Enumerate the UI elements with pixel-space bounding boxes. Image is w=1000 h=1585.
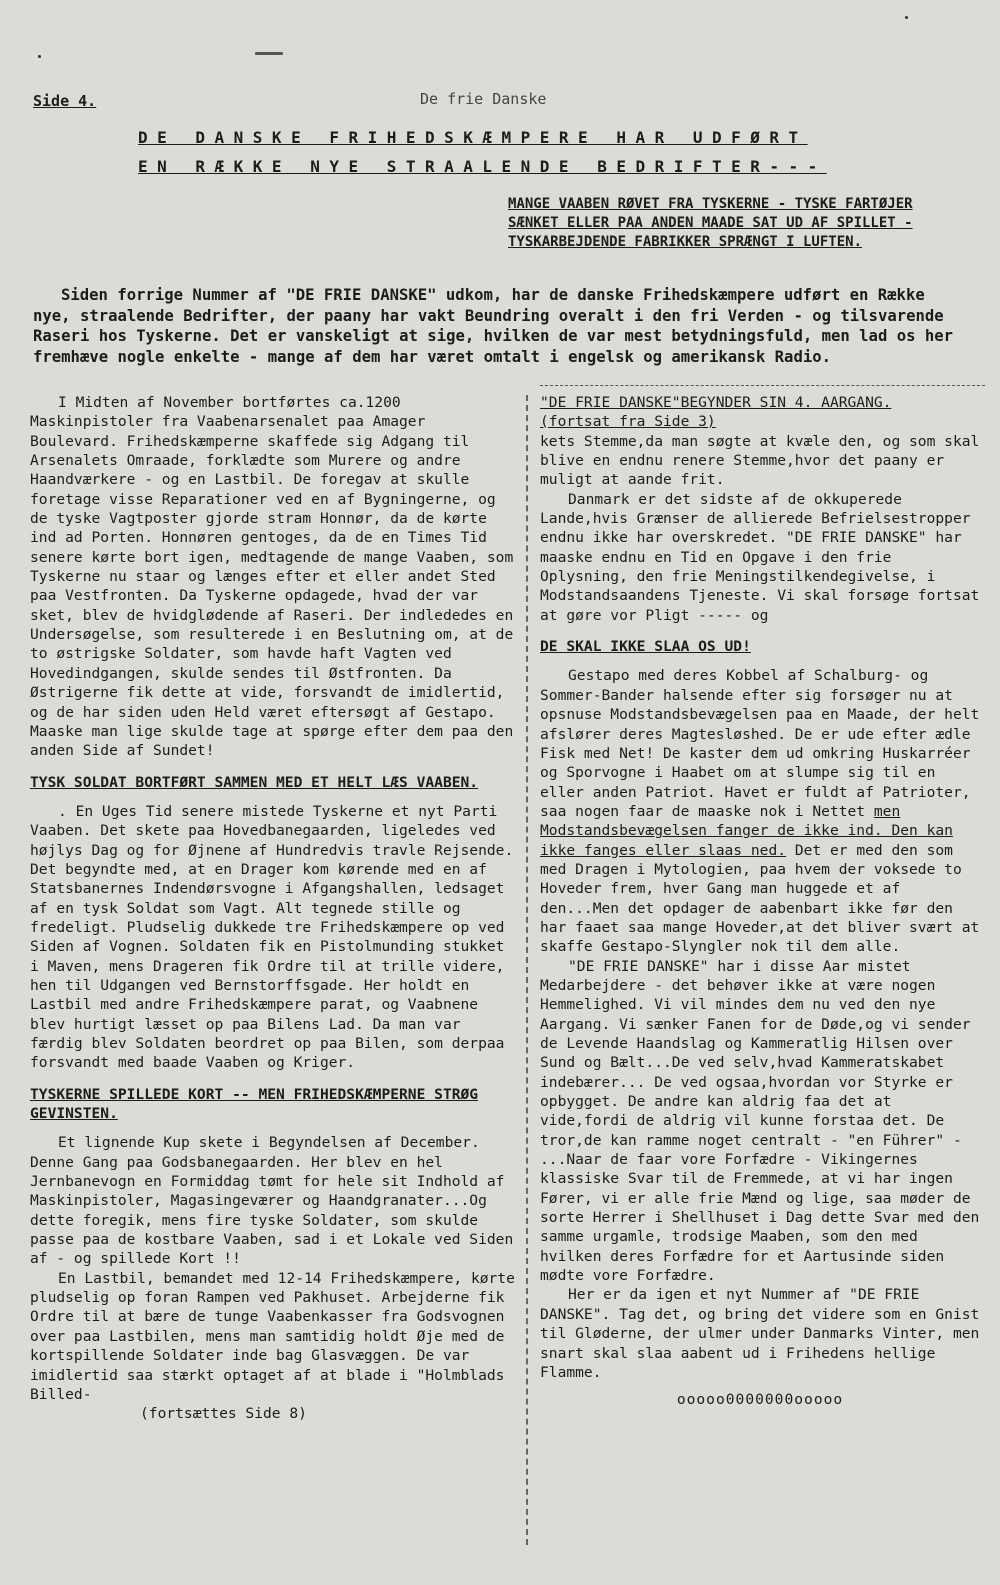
page-number: Side 4. xyxy=(33,92,97,110)
continued-from-note: (fortsat fra Side 3) xyxy=(540,413,716,431)
right-column xyxy=(540,393,980,1410)
left-column xyxy=(30,393,518,1424)
article-paragraph: I Midten af November bortførtes ca.1200 Maskinpistoler fra Vaabenarsenalet paa Amager Boulevard. Frihedskæmperne skaffede sig Adgang til Arsenalets Omraade, forklædte som Murere og andre Haandværkere - og en Lastbil. De foregav at skulle foretage visse Reparationer ved en af Bygningerne, og de tyske Vagtposter gjorde stram Honnør, da de kørte ind ad Porten. Honnøren gentoges, da de en Times Tid senere kørte bort igen, medtagende de mange Vaaben, som Tyskerne nu staar og længes efter et eller andet Sted paa Vestfronten. Da Tyskerne opdagede, hvad der var sket, blev de hvidglødende af Raseri. Der indlededes en Undersøgelse, som resulterede i en Beslutning om, at de to østrigske Soldater, som havde haft Vagten ved Hovedindgangen, skulde sendes til Østfronten. Da Østrigerne fik dette at vide, forsvandt de imidlertid, og de har siden uden Held været eftersøgt af Gestapo. Maaske man lige skulde tage at spørge efter dem paa den anden Side af Sundet! xyxy=(30,394,514,760)
article-paragraph: "DE FRIE DANSKE" har i disse Aar mistet Medarbejdere - det behøver ikke at være nogen Hemmelighed. Vi vil mindes dem nu ved den nye Aargang. Vi sænker Fanen for de Døde,og vi sender de Levende Haandslag og Kammeratlig Hilsen over Sund og Bælt...De ved selv,hvad Kammeratskabet indebærer... De ved ogsaa,hvordan vor Styrke er opbygget. De andre kan aldrig faa det at vide,fordi de aldrig vil kunne forstaa det. De tror,de kan ramme noget centralt - "en Führer" - ...Naar de faar vore Forfædre - Vikingernes klassiske Svar til de Fremmede, at vi har ingen Fører, vi er alle frie Mænd og lige, saa møder de sorte Herrer i Shellhuset i Dag dette Svar med den samme urgamle, trodsige Maaben, som den med hvilken deres Forfædre for et Aartusinde siden mødte vore Forfædre. xyxy=(540,957,980,1285)
subheadline: MANGE VAABEN RØVET FRA TYSKERNE - TYSKE FARTØJER SÆNKET ELLER PAA ANDEN MAADE SAT UD AF SPILLET - TYSKARBEJDENDE FABRIKKER SPRÆNGT I LUFTEN. xyxy=(508,196,913,250)
article-paragraph: Her er da igen et nyt Nummer af "DE FRIE DANSKE". Tag det, og bring det videre som en Gnist til Gløderne, der ulmer under Danmarks Vinter, men snart skal slaa aabent ud i Frihedens hellige Flamme. xyxy=(540,1286,980,1381)
column-top-rule xyxy=(540,385,985,386)
paragraph-text: Det er med den som med Dragen i Mytologien, paa hvem der voksede to Hoveder frem, hver Gang man huggede et af den...Men det opdager de aabenbart ikke før den har faaet saa mange Hoveder,at det bliver svært at skaffe Gestapo-Slyngler nok til dem alle. xyxy=(540,841,980,956)
section-heading: "DE FRIE DANSKE"BEGYNDER SIN 4. AARGANG. xyxy=(540,394,892,411)
ink-speck xyxy=(905,16,908,19)
emphasized-text: men Modstandsbevægelsen fanger de ikke ind. Den kan ikke fanges eller slaas ned. xyxy=(540,802,953,859)
ink-speck xyxy=(255,52,283,55)
column-divider xyxy=(526,395,528,1545)
intro-paragraph: Siden forrige Nummer af "DE FRIE DANSKE" udkom, har de danske Frihedskæmpere udført en Række nye, straalende Bedrifter, der paany har vakt Beundring overalt i den fri Verden - og tilsvarende Raseri hos Tyskerne. Det er vanskeligt at sige, hvilken de var mest betydningsfuld, men lad os her fremhæve nogle enkelte - mange af dem har været omtalt i engelsk og amerikansk Radio. xyxy=(33,286,954,366)
section-heading: TYSKERNE SPILLEDE KORT -- MEN FRIHEDSKÆMPERNE STRØG GEVINSTEN. xyxy=(30,1085,479,1123)
headline-line-2: EN RÆKKE NYE STRAALENDE BEDRIFTER--- xyxy=(138,157,827,176)
article-paragraph: Danmark er det sidste af de okkuperede Lande,hvis Grænser de allierede Befrielsestropper endnu ikke har overskredet. "DE FRIE DANSKE" har maaske endnu en Tid en Opgave i den frie Oplysning, den frie Meningstilkendegivelse, i Modstandsaandens Tjeneste. Vi skal forsøge fortsat at gøre vor Pligt ----- og xyxy=(540,490,980,624)
article-paragraph xyxy=(540,666,980,956)
article-paragraph: Et lignende Kup skete i Begyndelsen af December. Denne Gang paa Godsbanegaarden. Her blev en hel Jernbanevogn en Formiddag tømt for hele sit Indhold af Maskinpistoler, Magasingeværer og Haandgranater...Og dette foregik, mens fire tyske Soldater, som skulde passe paa de kostbare Vaaben, sad i et Lokale ved Siden af - og spillede Kort !! xyxy=(30,1134,514,1268)
publication-name: De frie Danske xyxy=(420,90,547,108)
section-heading: TYSK SOLDAT BORTFØRT SAMMEN MED ET HELT LÆS VAABEN. xyxy=(30,773,479,791)
continued-note: (fortsættes Side 8) xyxy=(140,1405,307,1423)
paragraph-text: Gestapo med deres Kobbel af Schalburg- og Sommer-Bander halsende efter sig forsøger nu at opsnuse Modstandsbevægelsen paa en Maade, der helt afslører deres Magtesløshed. De er ude efter ædle Fisk med Net! De kaster dem ud omkring Huskarréer og Sporvogne i Haabet om at slumpe sig til en eller anden Patriot. Havet er fuldt af Patrioter, saa nogen faar de maaske nok i Nettet xyxy=(540,667,980,820)
article-paragraph: En Lastbil, bemandet med 12-14 Frihedskæmpere, kørte pludselig op foran Rampen ved Pakhuset. Arbejderne fik Ordre til at bære de tunge Vaabenkasser fra Godsvognen over paa Lastbilen, mens man samtidig holdt Øje med de kortspillende Soldater inde bag Glasvæggen. De var imidlertid saa stærkt optaget af at blade i "Holmblads Billed- xyxy=(30,1269,515,1403)
closing-ornament: ooooo0000000ooooo xyxy=(676,1391,844,1409)
article-paragraph: . En Uges Tid senere mistede Tyskerne et nyt Parti Vaaben. Det skete paa Hovedbanegaarden, ligeledes ved højlys Dag og for Øjnene af Hundredvis travle Rejsende. Det begyndte med, at en Drager kom kørende med en af Statsbanernes Indendørsvogne i Afgangshallen, ledsaget af en tysk Soldat som Vagt. Alt tegnede stille og fredeligt. Pludselig dukkede tre Frihedskæmpere op ved Siden af Vognen. Soldaten fik en Pistolmunding stukket i Maven, mens Drageren fik Ordre til at trille videre, hen til Udgangen ved Bernstorffsgade. Her holdt en Lastbil med andre Frihedskæmpere parat, og Vaabnene blev hurtigt læsset op paa Bilens Lad. Da man var færdig blev Soldaten beordret op paa Bilen, som derpaa forsvandt med baade Vaaben og Kriger. xyxy=(30,802,514,1072)
headline-line-1: DE DANSKE FRIHEDSKÆMPERE HAR UDFØRT xyxy=(138,128,808,147)
section-heading: DE SKAL IKKE SLAA OS UD! xyxy=(540,638,751,656)
ink-speck xyxy=(38,55,41,58)
article-paragraph: kets Stemme,da man søgte at kvæle den, og som skal blive en endnu renere Stemme,hvor det paany er muligt at aande frit. xyxy=(540,432,980,489)
